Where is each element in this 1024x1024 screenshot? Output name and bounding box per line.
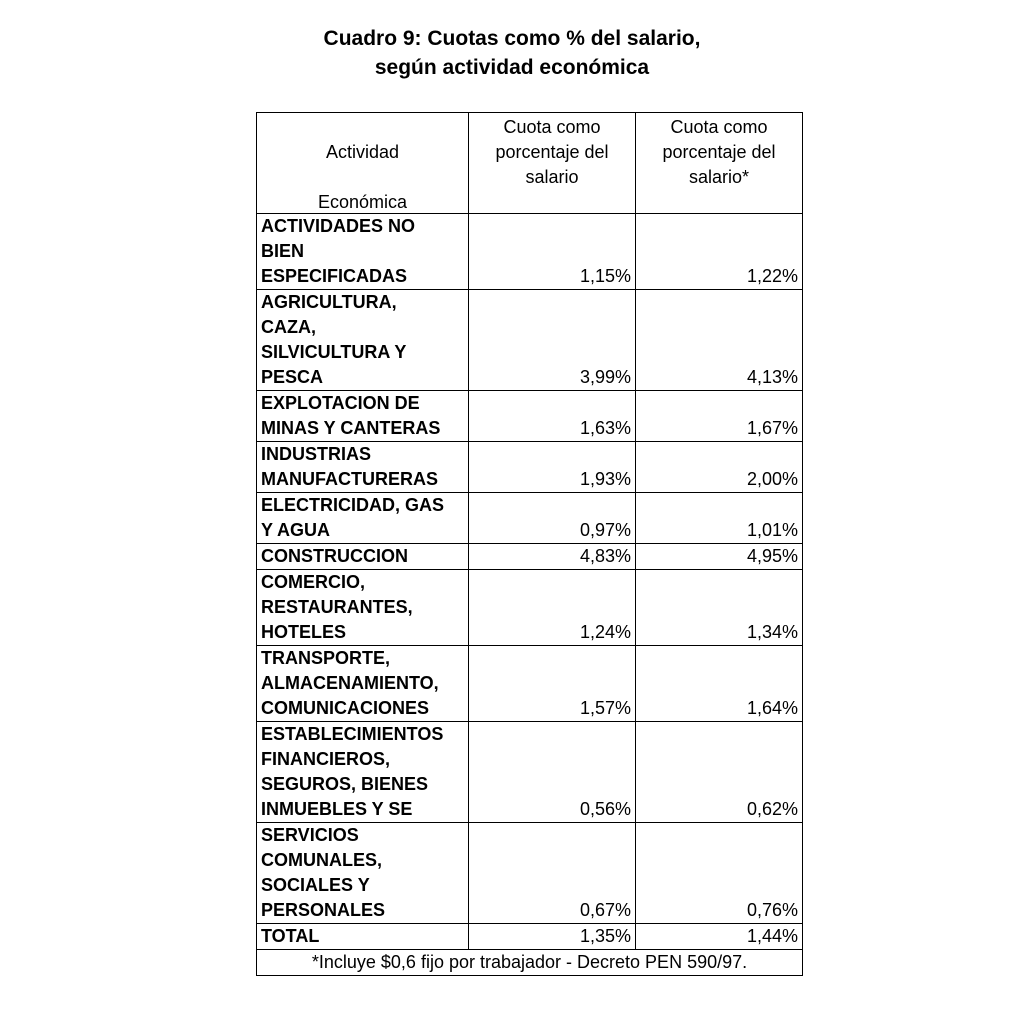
cuota-cell: 0,97% [469,493,636,544]
cuota-adjusted-cell: 2,00% [636,442,803,493]
activity-cell [257,214,469,290]
cuota-cell: 4,83% [469,544,636,570]
cuota-cell: 3,99% [469,290,636,391]
activity-line: PERSONALES [261,900,386,920]
activity-line: SEGUROS, BIENES [261,774,429,794]
activity-line: ALMACENAMIENTO, [261,673,439,693]
activity-line: ESTABLECIMIENTOS [261,724,444,744]
footnote: *Incluye $0,6 fijo por trabajador - Decreto PEN 590/97. [257,950,803,976]
quota-table [256,112,803,976]
activity-line: AGRICULTURA, [261,292,397,312]
cuota-adjusted-cell: 1,01% [636,493,803,544]
activity-cell [257,646,469,722]
activity-cell [257,722,469,823]
cuota-cell: 1,93% [469,442,636,493]
table-row [257,823,803,924]
activity-line: ELECTRICIDAD, GAS [261,495,445,515]
activity-line: BIEN [261,241,305,261]
cuota-cell: 1,35% [469,924,636,950]
table-row [257,924,803,950]
activity-cell [257,442,469,493]
activity-line: EXPLOTACION DE [261,393,420,413]
activity-cell [257,493,469,544]
activity-line: COMUNICACIONES [261,698,430,718]
activity-line: SILVICULTURA Y [261,342,407,362]
activity-line: Y AGUA [261,520,331,540]
table-row [257,646,803,722]
cuota-cell: 0,67% [469,823,636,924]
activity-cell [257,823,469,924]
activity-line: INMUEBLES Y SE [261,799,413,819]
activity-cell [257,570,469,646]
cuota-adjusted-cell: 1,34% [636,570,803,646]
header-activity-line-1: Actividad [325,142,400,162]
cuota-adjusted-cell: 0,62% [636,722,803,823]
header-row [257,113,803,214]
table-row [257,570,803,646]
activity-line: SERVICIOS [261,825,359,845]
cuota-cell: 1,63% [469,391,636,442]
cuota-cell: 1,24% [469,570,636,646]
header-cuota-adjusted: Cuota como porcentaje del salario* [636,113,803,214]
header-cuota: Cuota como porcentaje del salario [469,113,636,214]
activity-line: PESCA [261,367,324,387]
cuota-adjusted-cell: 1,64% [636,646,803,722]
activity-line: TRANSPORTE, [261,648,391,668]
cuota-adjusted-cell: 0,76% [636,823,803,924]
activity-line: ACTIVIDADES NO [261,216,416,236]
activity-line: SOCIALES Y [261,875,370,895]
header-activity [257,113,469,214]
activity-line: CAZA, [261,317,316,337]
table-row [257,544,803,570]
activity-line: CONSTRUCCION [261,546,408,566]
activity-line: COMUNALES, [261,850,382,870]
cuota-cell: 1,15% [469,214,636,290]
cuota-adjusted-cell: 4,13% [636,290,803,391]
activity-cell [257,290,469,391]
table-title [0,24,1024,82]
activity-cell [257,924,469,950]
title-line-2: según actividad económica [374,56,650,79]
activity-line: MANUFACTURERAS [261,469,438,489]
table-row [257,442,803,493]
header-activity-line-2: Económica [317,192,408,212]
title-line-1: Cuadro 9: Cuotas como % del salario, [323,27,701,50]
table-row [257,722,803,823]
activity-line: ESPECIFICADAS [261,266,408,286]
activity-line: RESTAURANTES, [261,597,413,617]
cuota-adjusted-cell: 1,22% [636,214,803,290]
cuota-adjusted-cell: 1,44% [636,924,803,950]
cuota-adjusted-cell: 1,67% [636,391,803,442]
table-row [257,493,803,544]
cuota-cell: 1,57% [469,646,636,722]
activity-line: TOTAL [261,926,320,946]
activity-line: FINANCIEROS, [261,749,391,769]
cuota-adjusted-cell: 4,95% [636,544,803,570]
footnote-row [257,950,803,976]
table-row [257,290,803,391]
activity-cell [257,391,469,442]
activity-line: INDUSTRIAS [261,444,372,464]
activity-line: MINAS Y CANTERAS [261,418,441,438]
table-body [257,214,803,950]
table-row [257,391,803,442]
activity-line: COMERCIO, [261,572,366,592]
activity-line: HOTELES [261,622,347,642]
cuota-cell: 0,56% [469,722,636,823]
table-row [257,214,803,290]
activity-cell [257,544,469,570]
